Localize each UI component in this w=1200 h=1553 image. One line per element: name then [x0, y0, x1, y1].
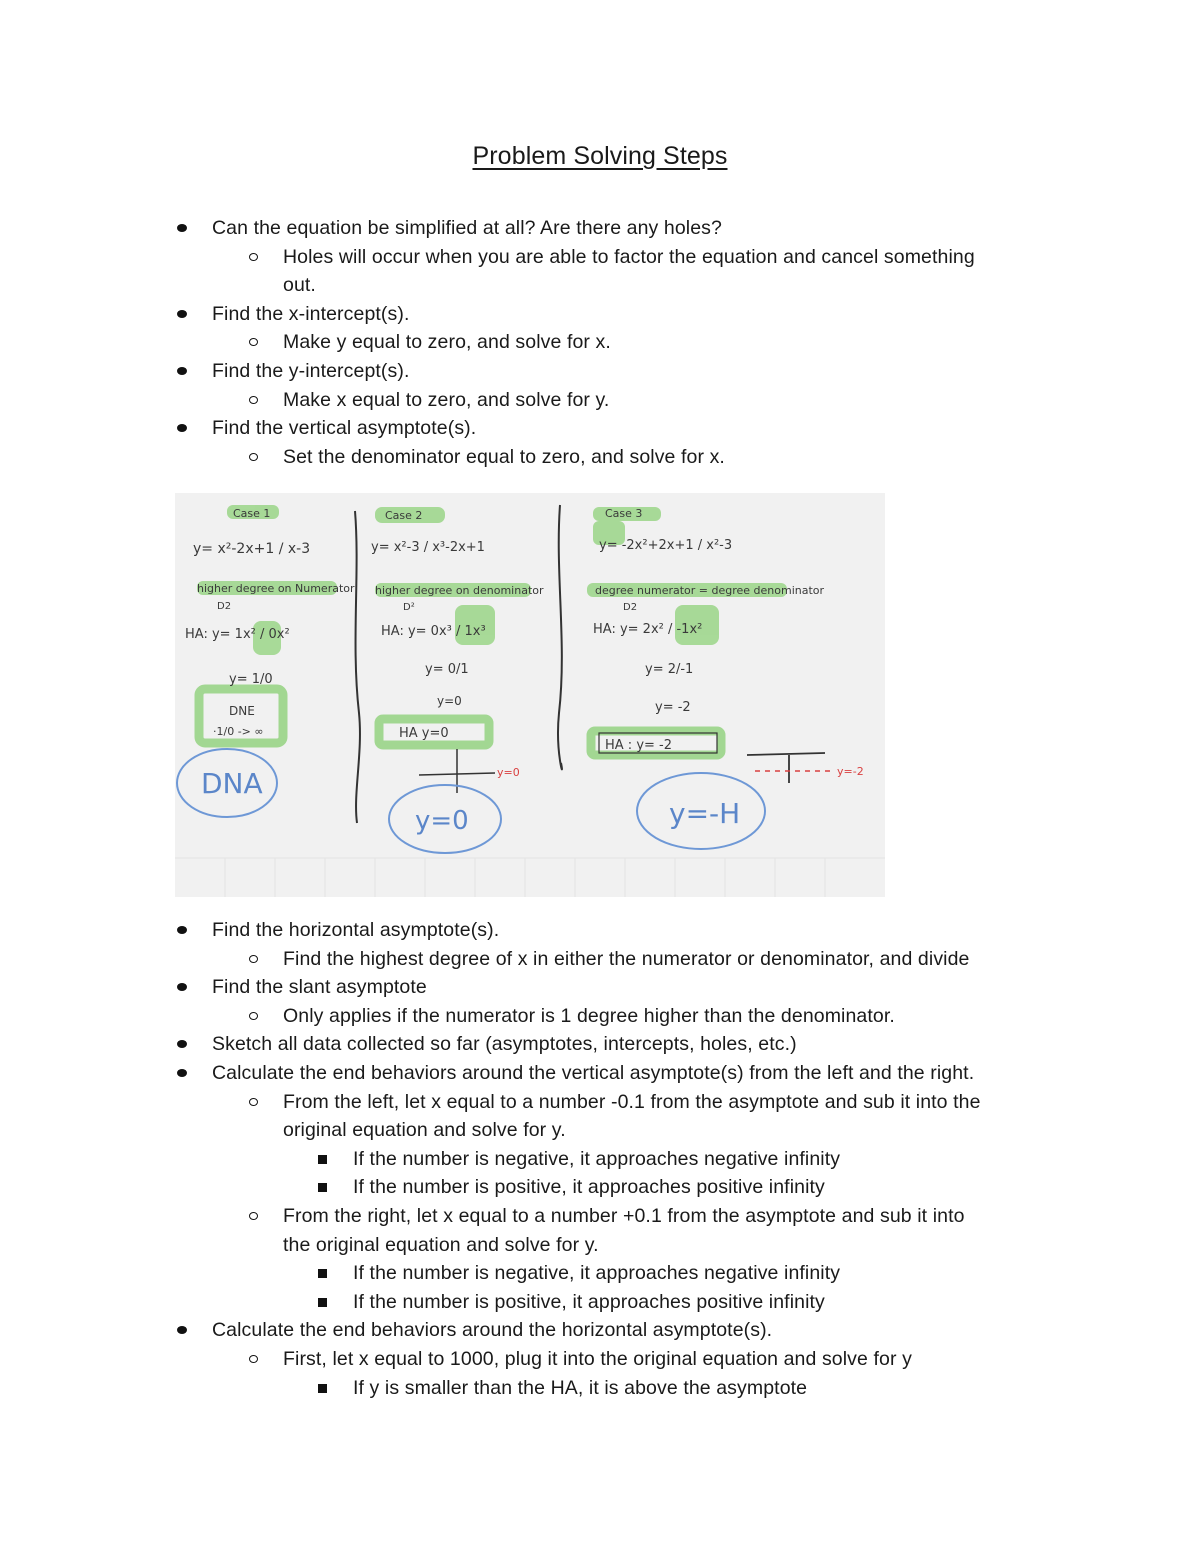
bullet-disc-icon: [177, 983, 187, 991]
list-item-level-1: Find the horizontal asymptote(s).: [212, 919, 500, 941]
case2-degree: D²: [403, 602, 415, 613]
case2-note: higher degree on denominator: [375, 584, 544, 597]
bullet-disc-icon: [177, 926, 187, 934]
list-item-level-1: Sketch all data collected so far (asymptotes, intercepts, holes, etc.): [212, 1033, 797, 1056]
case3-degree: D2: [623, 602, 638, 613]
bullet-circle-icon: [249, 253, 258, 261]
case2-label: Case 2: [385, 509, 423, 522]
bullet-square-icon: [318, 1298, 327, 1307]
case1-ha-step1: HA: y= 1x² / 0x²: [185, 627, 290, 642]
case1-note: higher degree on Numerator: [197, 582, 355, 595]
list-item-level-1: Find the x-intercept(s).: [212, 302, 410, 325]
case2-ha-step1: HA: y= 0x³ / 1x³: [381, 624, 486, 639]
list-item-level-3: If y is smaller than the HA, it is above the asymptote: [353, 1376, 808, 1399]
bullet-circle-icon: [249, 955, 258, 963]
case3-equation: y= -2x²+2x+1 / x²-3: [599, 538, 733, 553]
list-item-level-1: Find the vertical asymptote(s).: [212, 417, 477, 440]
bullet-circle-icon: [249, 1012, 258, 1020]
bullet-square-icon: [318, 1269, 327, 1278]
list-item-level-2: out.: [283, 274, 316, 297]
case2-ha-step3: y=0: [437, 694, 462, 708]
case1-answer: DNA: [201, 767, 263, 800]
list-item-level-2: First, let x equal to 1000, plug it into the original equation and solve for y: [283, 1348, 912, 1370]
list-item-level-2: Holes will occur when you are able to factor the equation and cancel something: [283, 245, 975, 268]
list-item-level-2: Find the highest degree of x in either the numerator or denominator, and divide: [283, 947, 970, 970]
list-item-level-3: If the number is negative, it approaches negative infinity: [353, 1147, 841, 1170]
case2-side-label: y=0: [497, 766, 520, 779]
bullet-circle-icon: [249, 396, 258, 404]
bullet-square-icon: [318, 1384, 327, 1393]
case3-answer: y=-H: [669, 797, 741, 830]
case1-ha-step2: y= 1/0: [229, 672, 273, 687]
bullet-circle-icon: [249, 1212, 258, 1220]
case3-ha-step3: y= -2: [655, 700, 691, 715]
case1-label: Case 1: [233, 507, 271, 520]
case1-boxed-line2: ·1/0 -> ∞: [213, 725, 264, 738]
list-item-level-2: Set the denominator equal to zero, and solve for x.: [283, 445, 725, 468]
list-item-level-1: Can the equation be simplified at all? Are there any holes?: [212, 217, 722, 239]
bullet-square-icon: [318, 1183, 327, 1192]
bullet-disc-icon: [177, 224, 187, 232]
case1-equation: y= x²-2x+1 / x-3: [193, 541, 311, 557]
case3-note: degree numerator = degree denominator: [595, 584, 825, 597]
list-item-level-3: If the number is positive, it approaches positive infinity: [353, 1176, 825, 1199]
case2-answer: y=0: [415, 806, 469, 836]
list-item-level-1: Calculate the end behaviors around the vertical asymptote(s) from the left and the right.: [212, 1062, 975, 1084]
case2-ha-step2: y= 0/1: [425, 662, 469, 677]
list-item-level-2: the original equation and solve for y.: [283, 1233, 599, 1256]
list-item-level-2: Make y equal to zero, and solve for x.: [283, 331, 611, 354]
bullet-disc-icon: [177, 1040, 187, 1048]
list-item-level-2: From the right, let x equal to a number +0.1 from the asymptote and sub it into: [283, 1205, 965, 1227]
case3-ha-step2: y= 2/-1: [645, 662, 694, 677]
case3-side-label: y=-2: [837, 765, 864, 778]
list-item-level-2: From the left, let x equal to a number -0.1 from the asymptote and sub it into the: [283, 1090, 981, 1113]
bullet-square-icon: [318, 1155, 327, 1164]
list-item-level-2: Only applies if the numerator is 1 degree higher than the denominator.: [283, 1004, 895, 1027]
handwritten-notes-image: [175, 493, 885, 897]
bullet-circle-icon: [249, 338, 258, 346]
bullet-disc-icon: [177, 367, 187, 375]
bullet-disc-icon: [177, 424, 187, 432]
case1-degree: D2: [217, 601, 232, 612]
case3-label: Case 3: [605, 507, 643, 520]
case2-equation: y= x²-3 / x³-2x+1: [371, 540, 485, 555]
bullet-disc-icon: [177, 1326, 187, 1334]
list-item-level-2: original equation and solve for y.: [283, 1119, 566, 1142]
list-item-level-1: Find the y-intercept(s).: [212, 360, 410, 382]
bullet-circle-icon: [249, 1098, 258, 1106]
list-item-level-2: Make x equal to zero, and solve for y.: [283, 388, 610, 411]
case3-boxed: HA : y= -2: [605, 738, 672, 753]
bullet-disc-icon: [177, 310, 187, 318]
bullet-disc-icon: [177, 1069, 187, 1077]
list-item-level-1: Find the slant asymptote: [212, 976, 427, 999]
bullet-circle-icon: [249, 453, 258, 461]
handwritten-notes-drawing: [175, 493, 885, 897]
page-title: Problem Solving Steps: [472, 142, 728, 170]
list-item-level-3: If the number is negative, it approaches negative infinity: [353, 1262, 841, 1285]
bullet-circle-icon: [249, 1355, 258, 1363]
case3-ha-step1: HA: y= 2x² / -1x²: [593, 622, 703, 637]
list-item-level-1: Calculate the end behaviors around the horizontal asymptote(s).: [212, 1319, 773, 1342]
case2-boxed: HA y=0: [399, 726, 449, 741]
case1-boxed-line1: DNE: [229, 704, 255, 718]
list-item-level-3: If the number is positive, it approaches positive infinity: [353, 1290, 825, 1313]
